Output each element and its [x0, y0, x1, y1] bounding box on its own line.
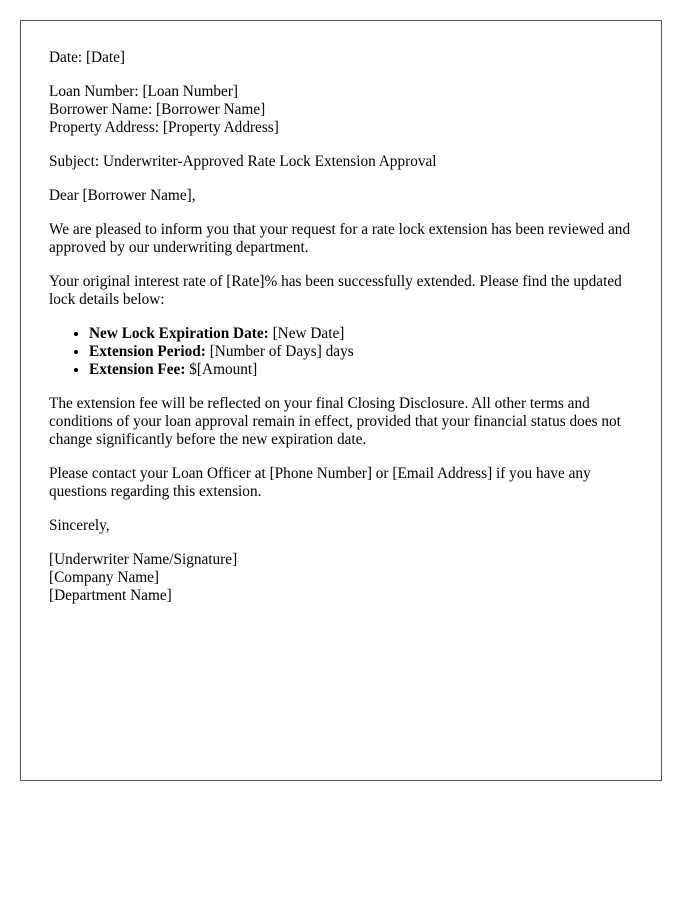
signature-name: [Underwriter Name/Signature]: [49, 551, 238, 568]
date-line: Date: [Date]: [49, 49, 126, 66]
contact-paragraph: Please contact your Loan Officer at [Phone Number] or [Email Address] if you have any questions regarding this extension.: [49, 465, 591, 500]
lock-detail-term: Extension Fee:: [89, 361, 186, 378]
signature-block: [49, 551, 633, 605]
lock-detail-term: Extension Period:: [89, 343, 206, 360]
lock-detail-item: [89, 343, 633, 361]
rate-paragraph: Your original interest rate of [Rate]% has been successfully extended. Please find the updated lock details below:: [49, 273, 622, 308]
borrower-name-line: Borrower Name: [Borrower Name]: [49, 101, 266, 118]
property-address-line: Property Address: [Property Address]: [49, 119, 279, 136]
subject-line: Subject: Underwriter-Approved Rate Lock Extension Approval: [49, 153, 437, 170]
lock-detail-value: [Number of Days] days: [209, 343, 354, 360]
company-name: [Company Name]: [49, 569, 160, 586]
closing: Sincerely,: [49, 517, 110, 534]
department-name: [Department Name]: [49, 587, 172, 604]
lock-detail-value: $[Amount]: [189, 361, 258, 378]
lock-details-list: [49, 325, 633, 379]
loan-info-block: [49, 83, 633, 137]
loan-number-line: Loan Number: [Loan Number]: [49, 83, 239, 100]
lock-detail-item: [89, 361, 633, 379]
lock-detail-item: [89, 325, 633, 343]
lock-detail-value: [New Date]: [272, 325, 345, 342]
salutation: Dear [Borrower Name],: [49, 187, 196, 204]
lock-detail-term: New Lock Expiration Date:: [89, 325, 269, 342]
letter-page: [20, 20, 662, 781]
fee-paragraph: The extension fee will be reflected on your final Closing Disclosure. All other terms and conditions of your loan approval remain in effect, provided that your financial status does not change significantly before the new expiration date.: [49, 395, 621, 448]
intro-paragraph: We are pleased to inform you that your request for a rate lock extension has been reviewed and approved by our underwriting department.: [49, 221, 631, 256]
